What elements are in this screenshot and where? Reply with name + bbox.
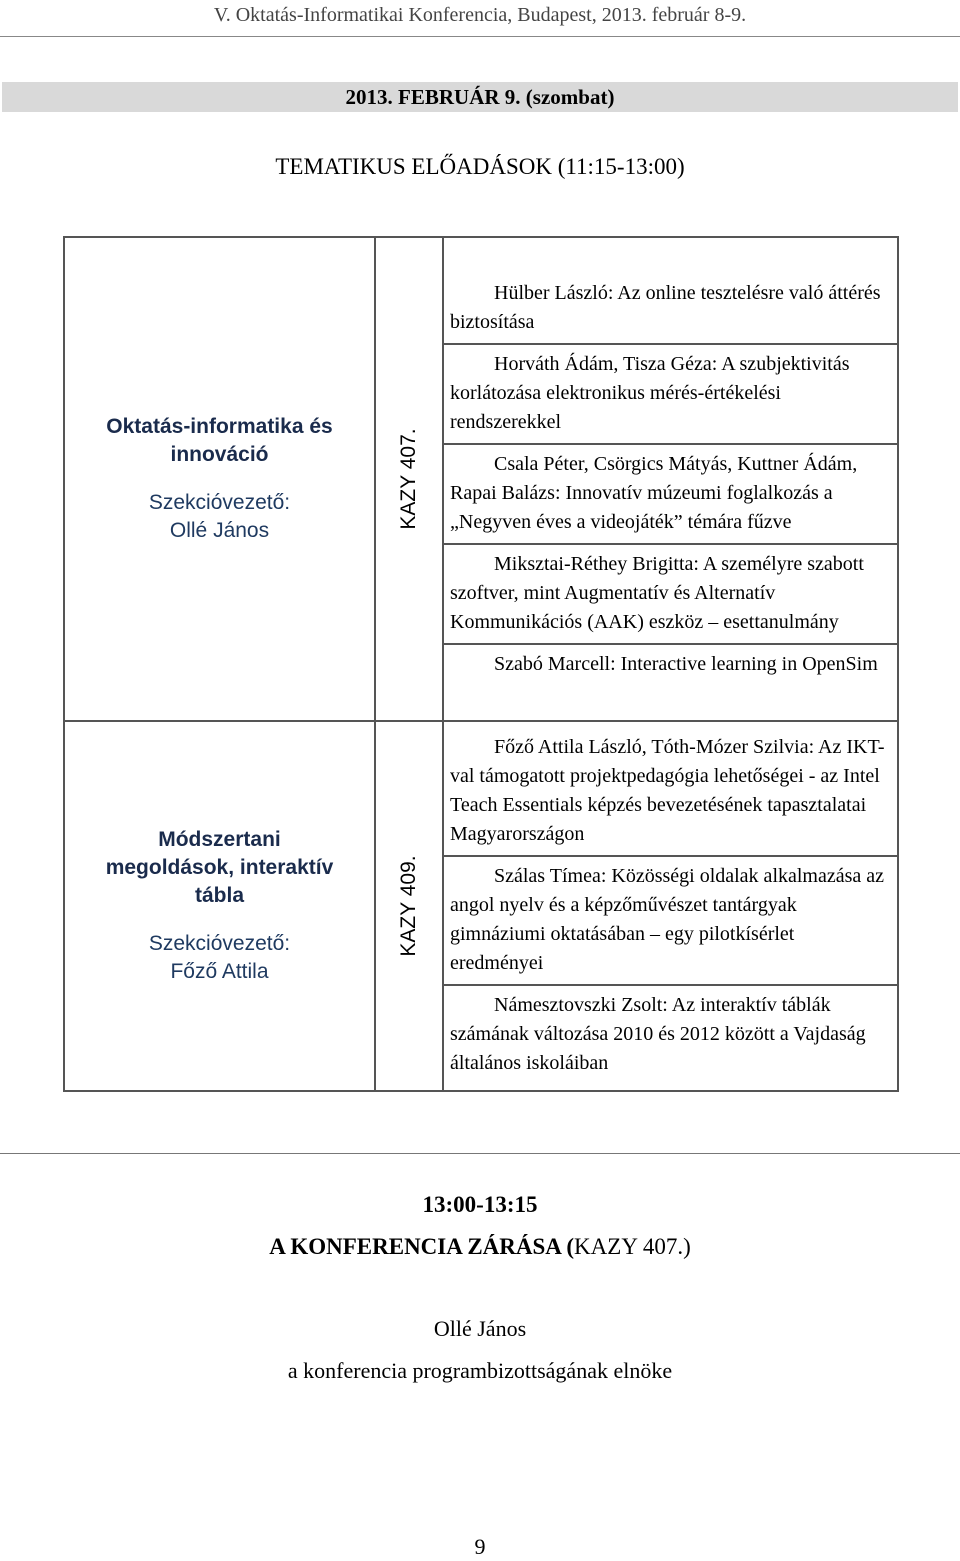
closing-title-room: KAZY 407.) [574, 1234, 691, 1259]
session-name [65, 413, 374, 469]
talk-item: Főző Attila László, Tóth-Mózer Szilvia: Az IKT-val támogatott projektpedagógia lehetőségei - az Intel Teach Essentials képzés bevezetésének tapasztalatai Magyarországon [444, 728, 897, 857]
running-header: V. Oktatás-Informatikai Konferencia, Budapest, 2013. február 8-9. [213, 4, 747, 26]
talk-item: Szabó Marcell: Interactive learning in OpenSim [494, 652, 878, 675]
talk-item: Horváth Ádám, Tisza Géza: A szubjektivitás korlátozása elektronikus mérés-értékelési rendszerekkel [444, 345, 897, 445]
separator-rule [0, 1153, 960, 1154]
section-title: TEMATIKUS ELŐADÁSOK (11:15-13:00) [275, 154, 685, 179]
signer-role: a konferencia programbizottságának elnöke [287, 1358, 673, 1383]
session-name-text: Módszertani megoldások, interaktív tábla [105, 828, 334, 907]
header-rule [0, 36, 960, 37]
closing-time: 13:00-13:15 [422, 1192, 538, 1217]
session-cell [64, 237, 375, 721]
closing-title-bold: A KONFERENCIA ZÁRÁSA ( [269, 1234, 575, 1259]
talk-item: Hülber László: Az online tesztelésre való áttérés biztosítása [444, 274, 897, 345]
talk-item: Námesztovszki Zsolt: Az interaktív táblák számának változása 2010 és 2012 között a Vajdaság általános iskoláiban [450, 994, 866, 1074]
session-chair-name: Ollé János [169, 519, 270, 542]
session-cell [64, 721, 375, 1091]
talk-item: Miksztai-Réthey Brigitta: A személyre szabott szoftver, mint Augmentatív és Alternatív Kommunikációs (AAK) eszköz – esettanulmány [444, 545, 897, 645]
room-label: KAZY 407. [397, 428, 420, 530]
talk-item: Csala Péter, Csörgics Mátyás, Kuttner Ádám, Rapai Balázs: Innovatív múzeumi foglalkozás a „Negyven éves a videojáték” témára fűzve [444, 445, 897, 545]
talks-cell [443, 721, 898, 1091]
page-number: 9 [474, 1534, 486, 1559]
room-label: KAZY 409. [397, 855, 420, 957]
room-cell [375, 721, 443, 1091]
date-bar: 2013. FEBRUÁR 9. (szombat) [2, 82, 958, 112]
session-row [64, 237, 898, 721]
talks-cell [443, 237, 898, 721]
session-chair-name: Főző Attila [170, 960, 269, 983]
session-chair-label: Szekcióvezető: [148, 491, 291, 514]
session-chair [65, 489, 374, 545]
session-chair [65, 930, 374, 986]
session-chair-label: Szekcióvezető: [148, 932, 291, 955]
talk-item: Szálas Tímea: Közösségi oldalak alkalmazása az angol nyelv és a képzőművészet tantárgyak gimnáziumi oktatásában – egy pilotkísérlet eredményei [444, 857, 897, 986]
session-row [64, 721, 898, 1091]
session-name [65, 826, 374, 910]
session-name-text: Oktatás-informatika és innováció [106, 415, 333, 466]
room-cell [375, 237, 443, 721]
program-table [63, 236, 899, 1092]
signer-name: Ollé János [433, 1316, 527, 1341]
closing-title [0, 1234, 960, 1260]
